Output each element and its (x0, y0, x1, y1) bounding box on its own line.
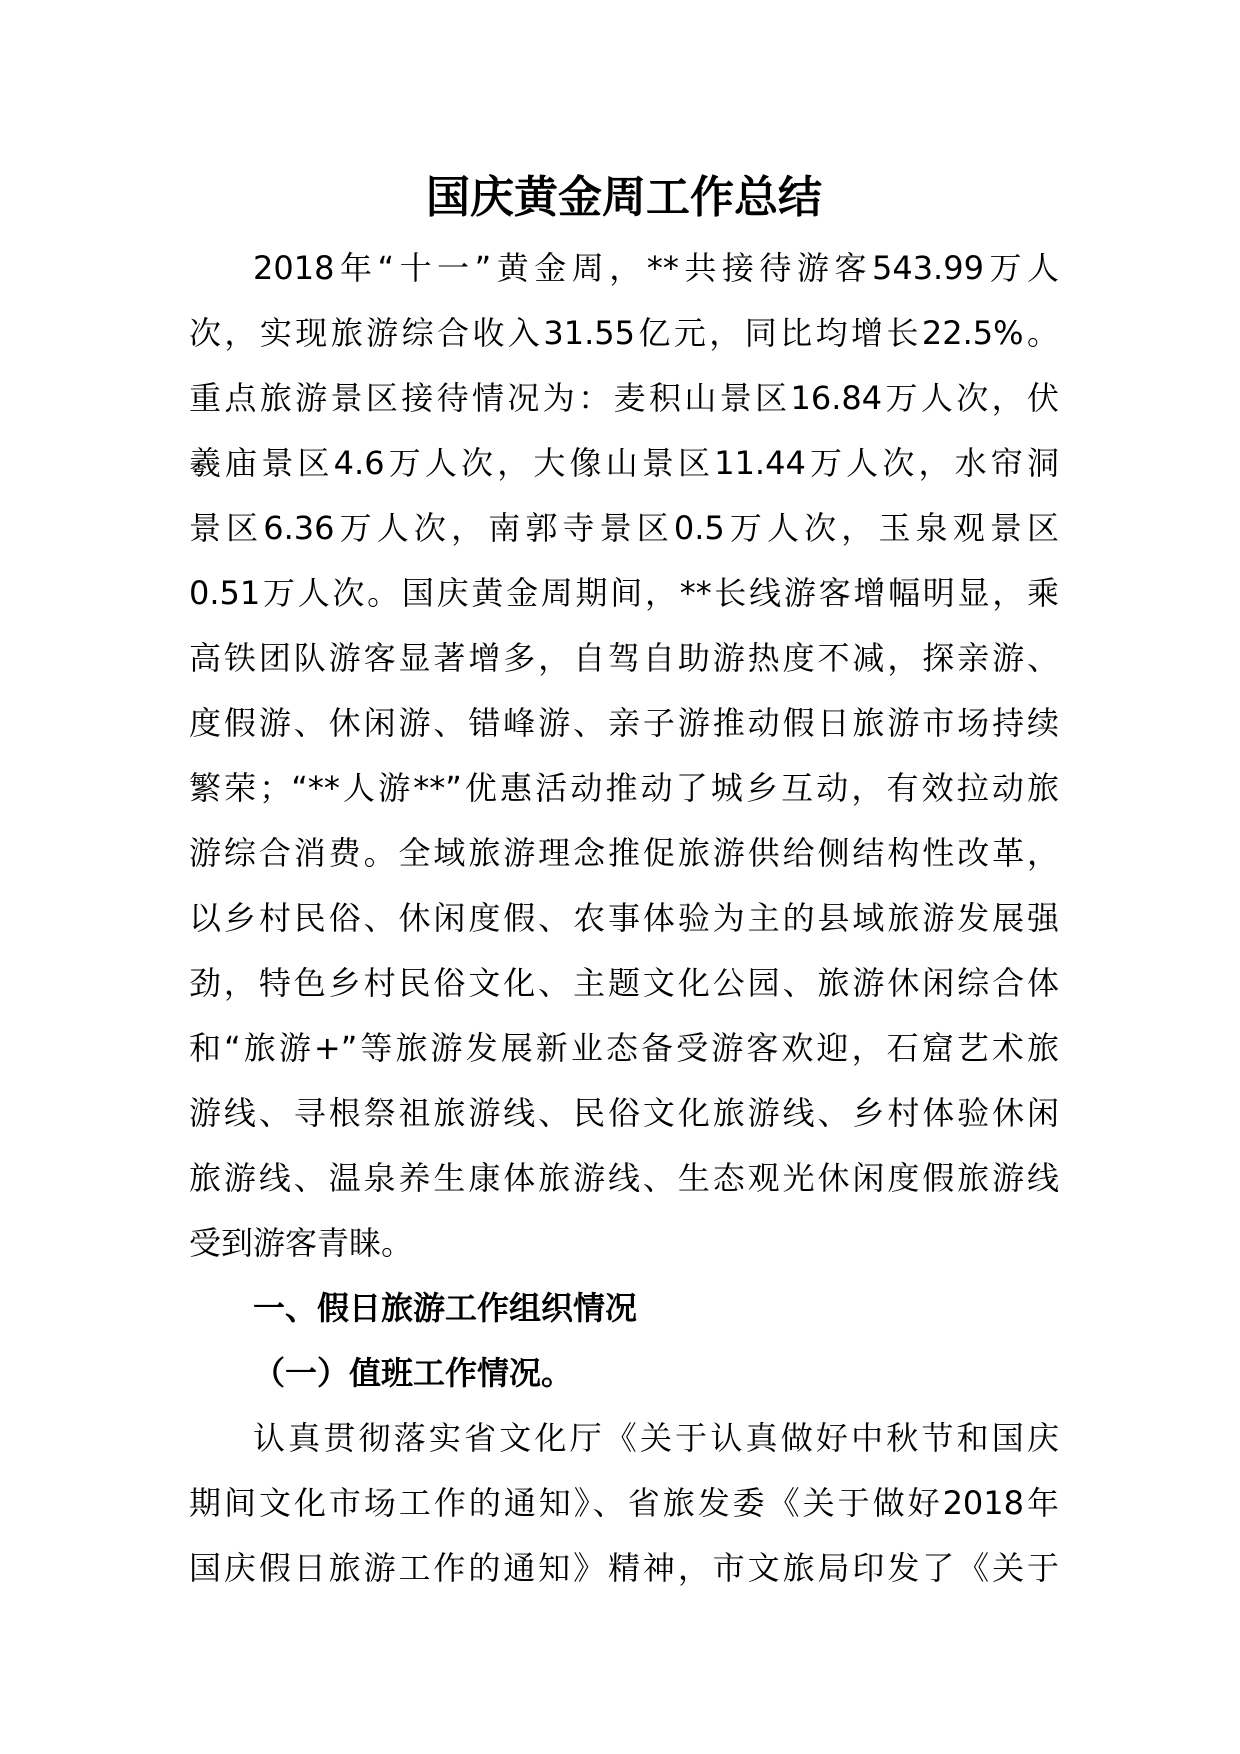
document-page (189, 160, 1059, 1601)
intro-line: 劲，特色乡村民俗文化、主题文化公园、旅游休闲综合体 (189, 964, 1059, 1002)
intro-line: 以乡村民俗、休闲度假、农事体验为主的县域旅游发展强 (189, 899, 1059, 937)
body-line: 国庆假日旅游工作的通知》精神，市文旅局印发了《关于 (189, 1549, 1059, 1587)
intro-line: 旅游线、温泉养生康体旅游线、生态观光休闲度假旅游线 (189, 1159, 1059, 1197)
intro-line: 高铁团队游客显著增多，自驾自助游热度不减，探亲游、 (189, 639, 1059, 677)
intro-line: 0.51万人次。国庆黄金周期间，**长线游客增幅明显，乘 (189, 574, 1059, 612)
intro-line: 受到游客青睐。 (189, 1224, 414, 1262)
intro-line: 2018年“十一”黄金周，**共接待游客543.99万人 (253, 249, 1059, 287)
intro-line: 繁荣；“**人游**”优惠活动推动了城乡互动，有效拉动旅 (189, 769, 1059, 807)
body-line: 认真贯彻落实省文化厅《关于认真做好中秋节和国庆 (253, 1419, 1059, 1457)
document-title: 国庆黄金周工作总结 (426, 172, 822, 223)
intro-line: 和“旅游+”等旅游发展新业态备受游客欢迎，石窟艺术旅 (189, 1029, 1059, 1067)
intro-line: 景区6.36万人次，南郭寺景区0.5万人次，玉泉观景区 (189, 509, 1059, 547)
intro-paragraph (189, 236, 1059, 1276)
intro-line: 度假游、休闲游、错峰游、亲子游推动假日旅游市场持续 (189, 704, 1059, 742)
intro-line: 羲庙景区4.6万人次，大像山景区11.44万人次，水帘洞 (189, 444, 1059, 482)
intro-line: 重点旅游景区接待情况为：麦积山景区16.84万人次，伏 (189, 379, 1059, 417)
intro-line: 次，实现旅游综合收入31.55亿元，同比均增长22.5%。 (189, 314, 1059, 352)
body-line: 期间文化市场工作的通知》、省旅发委《关于做好2018年 (189, 1484, 1059, 1522)
intro-line: 游线、寻根祭祖旅游线、民俗文化旅游线、乡村体验休闲 (189, 1094, 1059, 1132)
section-heading: 一、假日旅游工作组织情况 (253, 1289, 638, 1327)
intro-line: 游综合消费。全域旅游理念推促旅游供给侧结构性改革， (189, 834, 1059, 872)
body-paragraph (189, 1406, 1059, 1601)
subsection-heading: （一）值班工作情况。 (253, 1354, 574, 1392)
